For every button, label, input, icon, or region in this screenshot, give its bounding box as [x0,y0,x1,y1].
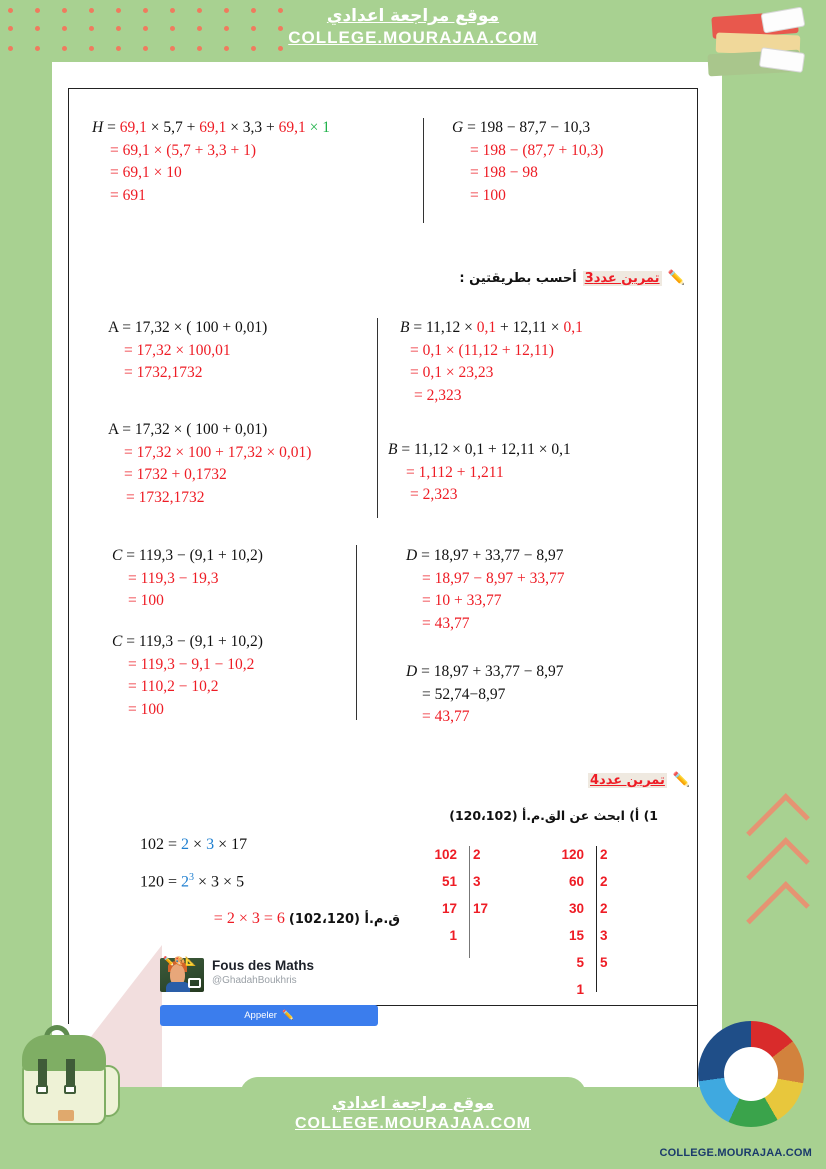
equation-D1-line2: = 18,97 − 8,97 + 33,77 [422,569,565,587]
equation-block-C-method1 [112,548,392,616]
pencil-icon-2: ✏️ [672,772,691,788]
t120-right-2: 2 [600,901,608,916]
t102-right-1: 3 [473,874,481,889]
factor-table-102-divider [469,846,470,958]
facebook-page-handle: @GhadahBoukhris [212,975,297,986]
equation-block-H [92,120,422,210]
equation-D2-label: D [406,663,418,680]
divider-C-D [356,545,357,720]
equation-A1-line1: = 17,32 × ( 100 + 0,01) [118,319,268,336]
t120-right-1: 2 [600,874,608,889]
frame-right-border [697,88,698,1088]
equation-G-line1: = 198 − 87,7 − 10,3 [463,119,591,136]
f120-lhs: 120 = [140,873,182,891]
t102-left-0: 102 [434,847,457,862]
frame-left-border [68,88,69,978]
t120-right-3: 3 [600,928,608,943]
equation-H-line2: = 69,1 × (5,7 + 3,3 + 1) [110,141,257,159]
table-row [552,901,632,928]
gcd-label: ق.م.أ (102،120) [288,911,400,927]
equation-H-line4: = 691 [110,186,146,204]
equation-B1-label: B [400,319,410,336]
f102-b1: 2 [181,836,190,853]
exercise-3-title: تمرين عدد3 [584,270,660,286]
f102-m1: × [189,836,207,853]
equation-B1-part-b: + 12,11 × [496,319,564,336]
t102-left-3: 1 [449,928,457,943]
equation-D1-line4: = 43,77 [422,614,470,632]
t102-left-1: 51 [441,874,457,889]
equation-B1-line2: = 0,1 × (11,12 + 12,11) [410,341,554,359]
equation-block-C-method2 [112,634,392,724]
equation-C2-line2: = 119,3 − 9,1 − 10,2 [128,655,255,673]
equation-block-D-method2 [406,664,686,732]
f120-m1: × 3 × 5 [194,873,245,891]
table-row [425,847,505,874]
t120-left-2: 30 [568,901,584,916]
t120-left-3: 15 [568,928,584,943]
t102-right-0: 2 [473,847,481,862]
equation-B2-label: B [388,441,398,458]
exercise-4-header [588,772,690,788]
pencil-icon-3: ✏️ [281,1010,294,1021]
equation-H-term1: 69,1 [119,119,147,136]
footer-title-arabic: موقع مراجعة اعدادي [331,1093,495,1112]
site-title-arabic: موقع مراجعة اعدادي [326,6,500,26]
equation-H-term3: 69,1 [278,119,306,136]
site-title-english: COLLEGE.MOURAJAA.COM [288,28,538,47]
f120-b1: 2 [181,873,190,891]
equation-D2-line1: = 18,97 + 33,77 − 8,97 [417,663,564,680]
equation-A2-label: A [108,421,119,438]
factorization-120-line [140,872,244,891]
t102-right-2: 17 [473,901,489,916]
equation-B2-line1: = 11,12 × 0,1 + 12,11 × 0,1 [397,441,571,458]
equation-D1-label: D [406,547,418,564]
t120-left-5: 1 [576,982,584,997]
gcd-result: = 2 × 3 = 6 [213,910,285,927]
equation-H-label: H [92,119,104,136]
table-row [425,928,505,955]
footer-title-english: COLLEGE.MOURAJAA.COM [295,1115,531,1132]
education-donut-logo [698,1021,804,1127]
equation-H-mid2: × 3,3 + [226,119,279,136]
table-row [552,874,632,901]
equation-B1-factor2: 0,1 [563,319,583,336]
equation-B1-line3: = 0,1 × 23,23 [410,364,494,381]
equation-block-B-method2 [388,442,678,510]
table-row [425,901,505,928]
footer-corner-url: COLLEGE.MOURAJAA.COM [659,1147,812,1159]
equation-C2-line4: = 100 [128,700,164,718]
factorization-102-line [140,836,247,854]
f120-exponent: 3 [189,872,195,883]
table-row [552,955,632,982]
doodle-icons: ✏️🎨📐 [163,956,197,966]
t120-left-0: 120 [561,847,584,862]
equation-G-line2: = 198 − (87,7 + 10,3) [470,141,604,159]
equation-A2-line4: = 1732,1732 [126,488,205,506]
equation-D1-line1: = 18,97 + 33,77 − 8,97 [417,547,564,564]
t120-right-0: 2 [600,847,608,862]
equation-A1-line2: = 17,32 × 100,01 [124,341,231,359]
equation-C1-label: C [112,547,123,564]
appeler-button[interactable] [160,1005,378,1026]
factor-table-120 [552,847,632,1009]
exercise-4-title: تمرين عدد4 [590,772,665,788]
equation-B1-factor1: 0,1 [476,319,497,336]
table-row [425,874,505,901]
equation-block-A-method1 [108,320,388,388]
equation-A1-line3: = 1732,1732 [124,364,203,381]
f102-m2: × 17 [214,836,248,853]
equation-G-label: G [452,119,464,136]
exercise-3-header [455,270,685,286]
equation-G-line4: = 100 [470,186,506,204]
equation-C2-label: C [112,633,123,650]
equation-C2-line1: = 119,3 − (9,1 + 10,2) [122,633,263,650]
equation-D1-line3: = 10 + 33,77 [422,592,502,609]
factor-table-120-divider [596,846,597,992]
equation-C1-line3: = 100 [128,592,164,609]
equation-H-term2: 69,1 [199,119,227,136]
f102-b2: 3 [206,836,215,853]
equation-C2-line3: = 110,2 − 10,2 [128,678,219,695]
t120-right-4: 5 [600,955,608,970]
equation-block-G [452,120,692,210]
table-row [552,982,632,1009]
equation-H-eq: = [103,119,120,136]
equation-H-line3: = 69,1 × 10 [110,164,182,181]
backpack-illustration [14,1023,124,1131]
equation-B2-line2: = 1,112 + 1,211 [406,463,504,481]
divider-A-B [377,318,378,518]
facebook-page-name: Fous des Maths [212,958,315,973]
gcd-result-row [150,910,400,928]
equation-C1-line1: = 119,3 − (9,1 + 10,2) [122,547,263,564]
equation-D2-line3: = 43,77 [422,708,470,725]
equation-A1-label: A [108,319,119,336]
equation-block-A-method2 [108,422,398,512]
equation-B1-line4: = 2,323 [414,386,462,404]
table-row [552,928,632,955]
footer-branding [240,1083,586,1133]
site-title-header [0,6,826,48]
equation-A2-line1: = 17,32 × ( 100 + 0,01) [118,421,268,438]
equation-A2-line3: = 1732 + 0,1732 [124,466,227,483]
t102-left-2: 17 [441,901,457,916]
exercise-4-question: 1) أ) ابحث عن الق.م.أ (120،102) [449,808,658,823]
equation-G-line3: = 198 − 98 [470,164,538,181]
equation-H-mid1: × 5,7 + [146,119,200,136]
t120-left-1: 60 [568,874,584,889]
equation-A2-line2: = 17,32 × 100 + 17,32 × 0,01) [124,443,312,461]
t120-left-4: 5 [576,955,584,970]
equation-C1-line2: = 119,3 − 19,3 [128,569,219,587]
equation-block-D-method1 [406,548,686,638]
appeler-button-label: Appeler [244,1010,277,1021]
equation-D2-line2: = 52,74−8,97 [422,685,506,703]
exercise-3-instruction: أحسب بطريقتين : [459,270,577,286]
f102-lhs: 102 = [140,836,182,853]
divider-H-G [423,118,424,223]
equation-B1-part-a: = 11,12 × [409,319,477,336]
equation-B2-line3: = 2,323 [410,486,458,503]
equation-block-B-method1 [400,320,680,410]
factor-table-102 [425,847,505,955]
pencil-icon: ✏️ [667,270,685,286]
equation-H-term4: × 1 [305,119,331,136]
table-row [552,847,632,874]
